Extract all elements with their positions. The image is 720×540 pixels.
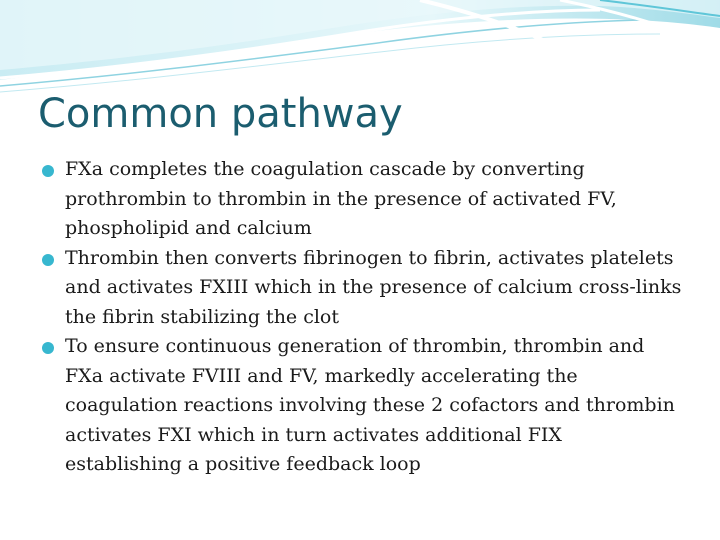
- bullet-item: [42, 155, 682, 244]
- bullet-text: FXa completes the coagulation cascade by converting prothrombin to thrombin in the presence of activated FV, phospholipid and calcium: [65, 158, 617, 239]
- bullet-item: [42, 332, 682, 480]
- bullet-marker-icon: [42, 342, 54, 354]
- bullet-text: Thrombin then converts fibrinogen to fibrin, activates platelets and activates FXIII which in the presence of calcium cross-links the fibrin stabilizing the clot: [65, 246, 682, 328]
- bullet-marker-icon: [42, 254, 54, 266]
- bullet-text: To ensure continuous generation of thrombin, thrombin and FXa activate FVIII and FV, markedly accelerating the coagulation reactions involving these 2 cofactors and thrombin activates FXI which in turn activates additional FIX establishing a positive feedback loop: [65, 335, 675, 475]
- bullet-list: [42, 155, 682, 480]
- slide-title: Common pathway: [38, 91, 403, 137]
- bullet-marker-icon: [42, 165, 54, 177]
- bullet-item: [42, 244, 682, 333]
